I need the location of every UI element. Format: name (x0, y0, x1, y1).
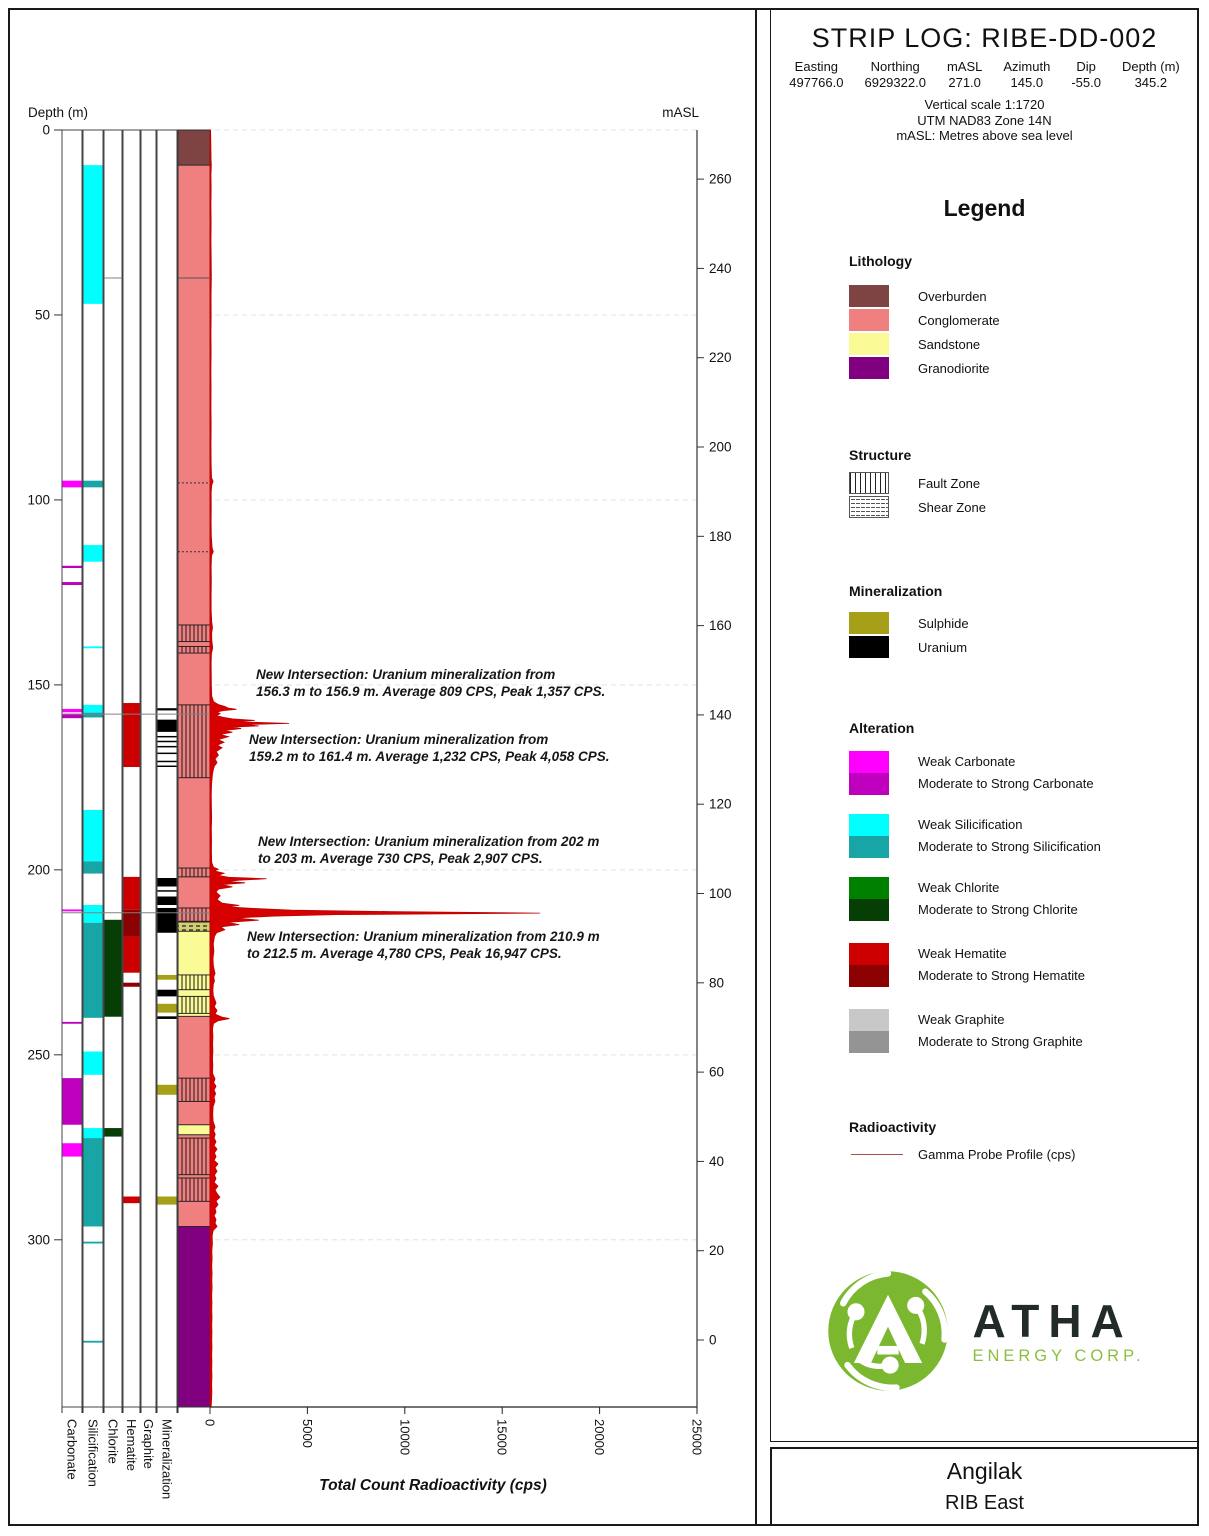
granodiorite-swatch (849, 357, 889, 379)
svg-text:50: 50 (34, 307, 50, 323)
track-labels (62, 1407, 210, 1499)
legend-item-sulphide: Sulphide (849, 612, 969, 634)
gamma-axis (203, 1407, 705, 1494)
svg-text:20000: 20000 (592, 1418, 608, 1456)
svg-text:100: 100 (709, 886, 732, 902)
strong-graphite-swatch (849, 1031, 889, 1053)
strong-silicification-swatch (849, 836, 889, 858)
shear-zone-swatch (849, 496, 889, 518)
uranium-swatch (849, 636, 889, 658)
legend-alteration-heading: Alteration (849, 720, 915, 736)
legend-alteration-carbonate: Weak Carbonate Moderate to Strong Carbonate (849, 751, 1194, 795)
weak-chlorite-swatch (849, 877, 889, 899)
svg-text:260: 260 (709, 171, 732, 187)
svg-text:Hematite: Hematite (124, 1418, 139, 1472)
legend-item-granodiorite: Granodiorite (849, 357, 1000, 379)
svg-text:0: 0 (42, 122, 50, 138)
fault-zone-swatch (849, 472, 889, 494)
svg-text:Carbonate: Carbonate (64, 1418, 80, 1480)
header-notes: Vertical scale 1:1720 UTM NAD83 Zone 14N mASL: Metres above sea level (896, 97, 1073, 143)
track-hematite (123, 130, 140, 1407)
track-silicification (83, 130, 103, 1407)
legend-alteration-graphite: Weak Graphite Moderate to Strong Graphite (849, 1009, 1194, 1053)
overburden-swatch (849, 285, 889, 307)
weak-graphite-swatch (849, 1009, 889, 1031)
weak-carbonate-swatch (849, 751, 889, 773)
svg-text:120: 120 (709, 796, 732, 812)
field-azimuth: Azimuth 145.0 (1003, 59, 1051, 90)
track-chlorite (104, 130, 122, 1407)
legend-item-fault-zone: Fault Zone (849, 472, 986, 494)
annotation-1: New Intersection: Uranium mineralization from 156.3 m to 156.9 m. Average 809 CPS, Peak 1,357 CPS. (256, 667, 606, 699)
annotation-3: New Intersection: Uranium mineralization from 202 m to 203 m. Average 730 CPS, Peak 2,907 CPS. (258, 834, 600, 866)
atha-logo-icon (824, 1267, 952, 1395)
annotation-2: New Intersection: Uranium mineralization from 159.2 m to 161.4 m. Average 1,232 CPS, Peak 4,058 CPS. (249, 732, 610, 764)
svg-text:250: 250 (27, 1047, 50, 1063)
gamma-line-swatch (851, 1154, 903, 1155)
svg-text:80: 80 (709, 975, 725, 991)
svg-text:Silicification: Silicification (85, 1418, 101, 1487)
project-name: Angilak (946, 1458, 1023, 1484)
legend-item-gamma-profile: Gamma Probe Profile (cps) (849, 1147, 1076, 1162)
track-mineralization (157, 130, 177, 1407)
svg-text:25000: 25000 (689, 1418, 705, 1456)
svg-text:0: 0 (709, 1332, 717, 1348)
svg-text:10000: 10000 (397, 1418, 413, 1456)
svg-text:20: 20 (709, 1243, 725, 1259)
alteration-tracks (62, 130, 177, 1407)
field-northing: Northing 6929322.0 (864, 59, 926, 90)
legend-mineralization-heading: Mineralization (849, 583, 943, 599)
legend-item-conglomerate: Conglomerate (849, 309, 1000, 331)
track-carbonate (62, 130, 82, 1407)
track-graphite (141, 130, 156, 1407)
sandstone-swatch (849, 333, 889, 355)
strong-chlorite-swatch (849, 899, 889, 921)
conglomerate-swatch (849, 309, 889, 331)
sulphide-swatch (849, 612, 889, 634)
legend-item-uranium: Uranium (849, 636, 969, 658)
legend-structure-heading: Structure (849, 447, 912, 463)
atha-logo (771, 1267, 1198, 1395)
svg-text:Depth (m): Depth (m) (28, 105, 89, 120)
svg-text:15000: 15000 (494, 1418, 510, 1456)
gamma-profile (210, 130, 540, 1407)
title-block (770, 1447, 1199, 1526)
svg-text:200: 200 (27, 862, 50, 878)
svg-text:100: 100 (27, 492, 50, 508)
svg-text:Mineralization: Mineralization (159, 1418, 175, 1500)
svg-text:40: 40 (709, 1153, 725, 1169)
legend-alteration-chlorite: Weak Chlorite Moderate to Strong Chlorite (849, 877, 1194, 921)
svg-text:mASL: mASL (662, 105, 699, 120)
strong-hematite-swatch (849, 965, 889, 987)
legend-lithology (849, 285, 1000, 381)
field-dip: Dip -55.0 (1071, 59, 1101, 90)
field-depth: Depth (m) 345.2 (1121, 59, 1180, 90)
weak-hematite-swatch (849, 943, 889, 965)
svg-text:200: 200 (709, 439, 732, 455)
svg-text:Chlorite: Chlorite (105, 1418, 121, 1464)
svg-text:5000: 5000 (299, 1418, 315, 1448)
svg-text:160: 160 (709, 618, 732, 634)
legend-title: Legend (943, 195, 1026, 221)
collar-fields (771, 59, 1198, 90)
area-name: RIB East (945, 1492, 1024, 1514)
legend-mineralization (849, 612, 969, 660)
legend-alteration-silicification: Weak Silicification Moderate to Strong Silicification (849, 814, 1194, 858)
legend-alteration-hematite: Weak Hematite Moderate to Strong Hematite (849, 943, 1194, 987)
svg-text:300: 300 (27, 1232, 50, 1248)
legend-item-sandstone: Sandstone (849, 333, 1000, 355)
field-masl: mASL 271.0 (946, 59, 983, 90)
info-panel (770, 8, 1199, 1442)
legend-lithology-heading: Lithology (849, 253, 912, 269)
weak-silicification-swatch (849, 814, 889, 836)
masl-axis (662, 105, 731, 1407)
legend-item-overburden: Overburden (849, 285, 1000, 307)
legend-radioactivity-heading: Radioactivity (849, 1119, 937, 1135)
field-easting: Easting 497766.0 (789, 59, 844, 90)
strong-carbonate-swatch (849, 773, 889, 795)
svg-text:60: 60 (709, 1064, 725, 1080)
svg-text:140: 140 (709, 707, 732, 723)
intersection-annotations (247, 667, 609, 961)
svg-text:0: 0 (202, 1418, 218, 1427)
legend-structure (849, 472, 986, 520)
annotation-4: New Intersection: Uranium mineralization from 210.9 m to 212.5 m. Average 4,780 CPS, Peak 16,947 CPS. (247, 929, 600, 961)
svg-text:220: 220 (709, 350, 732, 366)
svg-text:Graphite: Graphite (141, 1418, 156, 1469)
svg-text:Total Count Radioactivity (cps: Total Count Radioactivity (cps) (319, 1476, 547, 1494)
svg-text:180: 180 (709, 528, 732, 544)
svg-text:240: 240 (709, 260, 732, 276)
svg-text:150: 150 (27, 677, 50, 693)
legend-item-shear-zone: Shear Zone (849, 496, 986, 518)
lithology-column (178, 130, 210, 1407)
atha-logo-text: ATHA ENERGY CORP. (972, 1294, 1145, 1365)
page-title: STRIP LOG: RIBE-DD-002 (811, 23, 1158, 53)
